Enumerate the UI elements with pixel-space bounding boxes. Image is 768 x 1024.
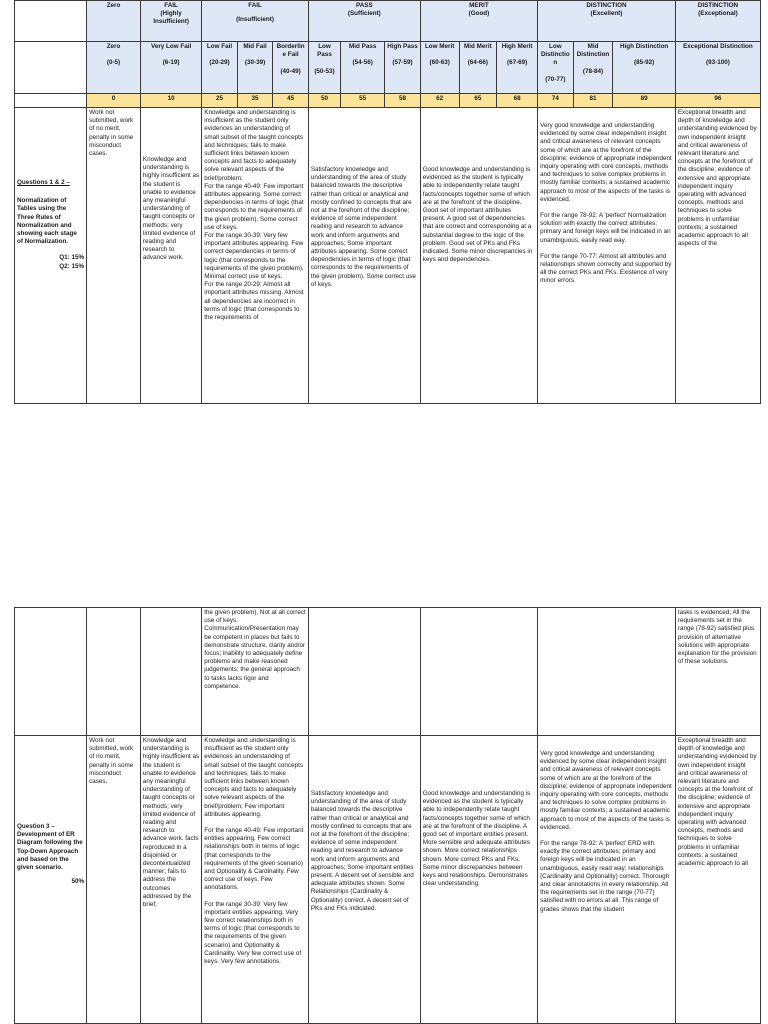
score-cell: 68 — [497, 94, 538, 108]
criteria-pass: Satisfactory knowledge and understanding of the area of study balanced towards the descriptive rather than critical or analytical and mostly confined to concepts that are not at the forefront of the discipline; evidence of some independent reading and research to advance work and inform arguments and approaches; Some important entities present. A decent set of sensible and adequate attributes shown. Some Relationships (Cardinality & Optionality) correct. A decent set of PKs and FKs indicated. — [308, 736, 420, 1024]
criteria-text: Very good knowledge and understanding evidenced by some clear independent insight and critical awareness of relevant concepts some of which are at the forefront of the discipline; evidence of appropriate independent inquiry operating with core concepts, methods and techniques to solve complex problems in mostly familiar contexts; a sustained academic approach to most of the aspects of the tasks is evidenced. — [540, 122, 672, 203]
criteria-exceptional: Exceptional breadth and depth of knowledge and understanding evidenced by own independent insight and critical awareness of relevant literature and concepts at the forefront of the discipline; evidence of extensive and appropriate independent inquiry operating with advanced concepts, methods and techniques to solve problems in unfamiliar contexts; a sustained academic approach to all — [675, 736, 760, 1024]
criteria-merit: Good knowledge and understanding is evidenced as the student is typically able to independently relate taught facts/concepts together some of which are at the forefront of the discipline. Good set of important attributes present. A good set of dependencies that are correct and corresponding at a substantial degree to the logic of the problem. Good set of PKs and FKs indicated. Some minor discrepancies in keys and dependencies. — [420, 108, 537, 404]
score-cell: 25 — [202, 94, 238, 108]
grade-range: (60-63) — [429, 59, 450, 67]
corner-cell — [15, 1, 87, 42]
grade-cell — [497, 42, 538, 94]
criteria-merit-empty — [420, 608, 537, 736]
score-cell: 74 — [538, 94, 574, 108]
criteria-distinction-empty — [538, 608, 676, 736]
criteria-text: For the range 30-39: Very few important attributes appearing. Few correct dependencies in terms of logic (that corresponds to the requirements of the given problem). Minimal correct use of keys. — [204, 232, 304, 281]
grade-range: (70-77) — [545, 75, 566, 83]
criteria-exceptional: Exceptional breadth and depth of knowledge and understanding evidenced by own independent insight and critical awareness of relevant literature and concepts at the forefront of the discipline; evidence of extensive and appropriate independent inquiry operating with advanced concepts, methods and techniques to solve problems in unfamiliar contexts; a sustained academic approach to all aspects of the — [675, 108, 760, 404]
grade-name: Mid Pass — [349, 43, 377, 50]
criteria-distinction — [538, 736, 676, 1024]
grade-cell — [341, 42, 385, 94]
corner-cell-3 — [15, 94, 87, 108]
grade-cell — [613, 42, 675, 94]
criteria-pass-empty — [308, 608, 420, 736]
criteria-text: For the range 20-29: Almost all important attributes missing. Almost all dependencies are incorrect in terms of logic (that corresponds to the requirements of — [204, 281, 304, 322]
grade-name: Very Low Fail — [150, 43, 192, 50]
grade-range: (0-5) — [106, 59, 121, 67]
question-weight: 50% — [71, 878, 85, 886]
grade-cell — [87, 42, 141, 94]
grade-cell — [202, 42, 238, 94]
band-distinction-exc-title: DISTINCTION — [697, 2, 739, 9]
criteria-fail-continued: the given problem). Not at all correct use of keys. Communication/Presentation may be competent in places but fails to demonstrate structure, clarity and/or focus; inability to adequately define problems and make reasoned judgements; the general approach to tasks lacks rigor and competence. — [202, 608, 309, 736]
question-cell — [15, 108, 87, 404]
criteria-text: Very good knowledge and understanding evidenced by some clear independent insight and critical awareness of relevant concepts some of which are at the forefront of the discipline; evidence of appropriate independent inquiry operating with core concepts, methods and techniques to solve complex problems in mostly familiar contexts; a sustained academic approach to most of the aspects of the tasks is evidenced. — [540, 750, 672, 831]
grade-name: Low Pass — [317, 43, 332, 59]
criteria-zero: Work not submitted, work of no merit, penalty in some misconduct cases. — [87, 108, 141, 404]
grade-cell — [308, 42, 340, 94]
rubric-row-continuation — [15, 608, 761, 736]
criteria-fail — [202, 736, 309, 1024]
band-fail — [202, 1, 309, 42]
grade-name: High Pass — [387, 43, 418, 50]
score-cell: 96 — [675, 94, 760, 108]
grade-range: (6-19) — [162, 59, 180, 67]
grade-cell — [237, 42, 273, 94]
score-cell: 55 — [341, 94, 385, 108]
band-distinction-sub: (Excellent) — [590, 10, 623, 18]
band-fail-highly-insufficient: FAIL (Highly Insufficient) — [140, 1, 201, 42]
criteria-very-low-fail: Knowledge and understanding is highly insufficient as the student is unable to evidence any meaningful understanding of taught concepts or methods; very limited evidence of reading and research to advance work. — [140, 108, 201, 404]
rubric-table-top — [14, 0, 761, 404]
grade-name: Zero — [106, 43, 121, 50]
score-cell: 50 — [308, 94, 340, 108]
grade-range: (20-29) — [209, 59, 230, 67]
grade-name: High Merit — [501, 43, 533, 50]
criteria-text: For the range 40-49: Few important entities appearing. Few correct relationships both in terms of logic (that corresponds to the requirements of the given scenario) and Optionality & Cardinality. Few correct use of keys. Few annotations. — [204, 827, 304, 892]
band-fail-sub: (Insufficient) — [236, 16, 274, 24]
grade-cell — [385, 42, 421, 94]
grade-cell — [675, 42, 760, 94]
grade-name: Mid Merit — [464, 43, 492, 50]
criteria-very-low-empty — [140, 608, 201, 736]
question-cell-empty — [15, 608, 87, 736]
grade-range: (67-69) — [506, 59, 528, 67]
grade-name: Low Merit — [424, 43, 455, 50]
criteria-exceptional-continued: tasks is evidenced; All the requirements set in the range (78-92) satisfied plus provision of alternative solutions with appropriate explanation for the provision of these solutions. — [675, 608, 760, 736]
grade-name: Borderline Fail — [276, 43, 305, 59]
band-merit — [420, 1, 537, 42]
criteria-text: Knowledge and understanding is insufficient as the student only evidences an understanding of small subset of the taught concepts and techniques; fails to make sufficient links between known concepts and facts to adequately solve relevant aspects of the brief/problem; Few important attributes appearing. — [204, 737, 303, 818]
band-distinction — [538, 1, 676, 42]
score-cell: 65 — [459, 94, 497, 108]
band-pass — [308, 1, 420, 42]
criteria-very-low-fail: Knowledge and understanding is highly insufficient as the student is unable to evidence any meaningful understanding of taught concepts or methods; very limited evidence of reading and research to advance work. facts reproduced in a disjointed or decontextualized manner; fails to address the outcomes addressed by the brief; — [140, 736, 201, 1024]
band-distinction-exc-sub: (Exceptional) — [698, 10, 738, 18]
grade-range: (54-56) — [352, 59, 373, 67]
rubric-row-q1-q2 — [15, 108, 761, 404]
corner-cell-2 — [15, 42, 87, 94]
question-title: Questions 1 & 2 – — [17, 179, 70, 186]
grade-name: Low Fail — [206, 43, 233, 50]
criteria-zero-empty — [87, 608, 141, 736]
criteria-text: For the range 30-39: Very few important entities appearing. Very few correct relationships both in terms of logic (that corresponds to the requirements of the given scenario) and Optionality & Cardinality. Very few correct use of keys. Very few annotations. — [204, 900, 302, 966]
grade-cell — [273, 42, 309, 94]
criteria-text: For the range 70-77: Almost all attributes and relationships shown correctly and supported by all the correct PKs and FKs. Existence of very minor errors. — [540, 252, 672, 285]
grade-range: (78-84) — [582, 67, 604, 75]
score-cell: 45 — [273, 94, 309, 108]
band-merit-title: MERIT — [469, 2, 489, 9]
band-distinction-title: DISTINCTION — [586, 2, 627, 9]
question-weight: Q1: 15% — [59, 254, 85, 262]
score-cell: 35 — [237, 94, 273, 108]
score-cell: 89 — [613, 94, 675, 108]
criteria-text: For the range 78-92: A 'perfect' ERD with exactly the correct attributes; primary and foreign keys will be indicated in an unambiguous, easily read way; relationships (Cardinality and Optionality) correct. Thorough and clear annotations in every relationship. All the requirements set in the range (70-77) satisfied with no errors at all. This range of grades shows that the student — [540, 840, 670, 913]
grade-name: Low Distinction — [541, 43, 570, 67]
grade-name: Mid Distinction — [576, 43, 610, 59]
band-zero: Zero — [87, 1, 141, 42]
grade-name: Mid Fail — [243, 43, 267, 50]
question-cell — [15, 736, 87, 1024]
grade-range: (93-100) — [706, 59, 730, 67]
score-cell: 62 — [420, 94, 459, 108]
rubric-table-continued — [14, 607, 761, 1024]
band-pass-title: PASS — [355, 2, 373, 9]
score-cell: 81 — [573, 94, 613, 108]
grade-range: (64-66) — [467, 59, 489, 67]
grade-cell — [459, 42, 497, 94]
grade-cell — [140, 42, 201, 94]
grade-cell — [420, 42, 459, 94]
score-cell: 10 — [140, 94, 201, 108]
grade-name: Exceptional Distinction — [683, 43, 753, 50]
band-fail-title: FAIL — [248, 2, 262, 9]
score-cell: 0 — [87, 94, 141, 108]
rubric-row-q3 — [15, 736, 761, 1024]
band-distinction-exceptional — [675, 1, 760, 42]
criteria-text: Knowledge and understanding is insufficient as the student only evidences an understanding of small subset of the taught concepts and techniques; fails to make sufficient links between known concepts and facts to adequately solve relevant aspects of the brief/problem; — [204, 109, 303, 182]
band-pass-sub: (Sufficient) — [347, 10, 381, 18]
criteria-text: For the range 78-92: A 'perfect' Normalization solution with exactly the correct attributes; primary and foreign keys will be indicated in an unambiguous, easily read way. — [540, 212, 671, 244]
grade-range: (30-39) — [244, 59, 266, 67]
grade-range: (57-59) — [392, 59, 413, 67]
question-title: Question 3 – Development of ER Diagram following the Top-Down Approach and based on the given scenario. — [17, 823, 83, 872]
grade-range: (40-49) — [280, 67, 301, 75]
question-weight: Q2: 15% — [59, 262, 85, 270]
band-merit-sub: (Good) — [468, 10, 490, 18]
grade-cell — [573, 42, 613, 94]
criteria-fail — [202, 108, 309, 404]
criteria-text: For the range 40-49: Few important attributes appearing. Some correct dependencies in terms of logic (that corresponds to the requirements of the given problem). Some correct use of keys. — [204, 182, 304, 231]
criteria-zero: Work not submitted, work of no merit, penalty in some misconduct cases. — [87, 736, 141, 1024]
criteria-distinction — [538, 108, 676, 404]
question-description: Normalization of Tables using the Three Rules of Normalization and showing each stage of Normalization. — [17, 197, 77, 246]
score-cell: 58 — [385, 94, 421, 108]
grade-range: (85-92) — [633, 59, 655, 67]
grade-name: High Distinction — [619, 43, 669, 50]
grade-range: (50-53) — [314, 67, 335, 75]
grade-cell — [538, 42, 574, 94]
criteria-merit: Good knowledge and understanding is evidenced as the student is typically able to independently relate taught facts/concepts together some of which are at the forefront of the discipline. A good set of important entities present. More sensible and adequate attributes shown. More correct relationships shown. More correct PKs and FKs. Some minor discrepancies between keys and relationships. Demonstrates clear understanding. — [420, 736, 537, 1024]
criteria-pass: Satisfactory knowledge and understanding of the area of study balanced towards the descriptive rather than critical or analytical and mostly confined to concepts that are not at the forefront of the discipline; evidence of some independent reading and research to advance work and inform arguments and approaches; Some important attributes appearing. Some correct dependencies in terms of logic (that corresponds to the requirements of the given problem). Some correct use of keys. — [308, 108, 420, 404]
